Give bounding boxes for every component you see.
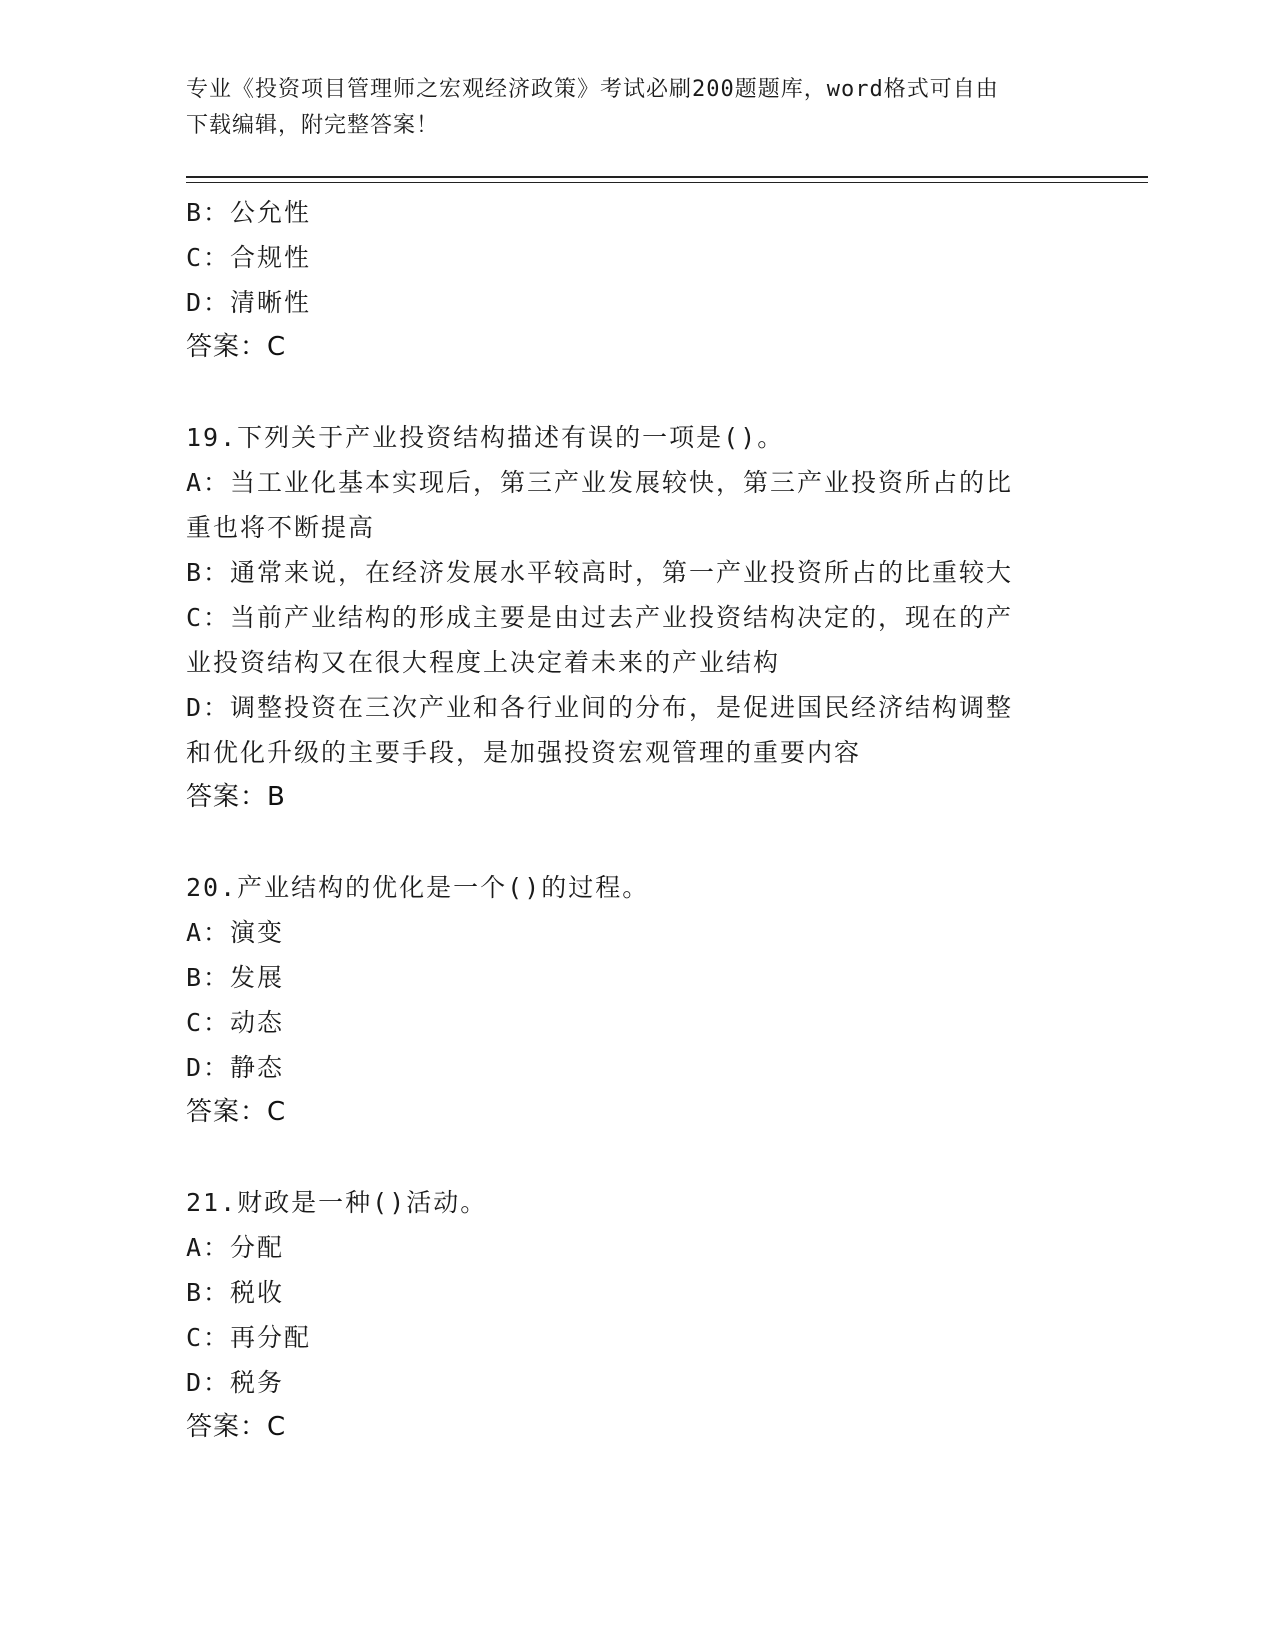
option-d: D：静态 [186, 1053, 285, 1082]
header-divider-thick [186, 176, 1148, 178]
option-b: B：发展 [186, 963, 285, 992]
option-d-line-1: D：调整投资在三次产业和各行业间的分布，是促进国民经济结构调整 [186, 693, 1014, 722]
question-20-block [186, 865, 1066, 1135]
option-b: B：公允性 [186, 198, 312, 227]
option-a: A：分配 [186, 1233, 285, 1262]
option-c: C：再分配 [186, 1323, 312, 1352]
option-a-line-1: A：当工业化基本实现后，第三产业发展较快，第三产业投资所占的比 [186, 468, 1014, 497]
question-19-block [186, 415, 1066, 820]
question-18-block [186, 190, 1066, 370]
option-c-line-2: 业投资结构又在很大程度上决定着未来的产业结构 [186, 648, 781, 677]
option-a: A：演变 [186, 918, 285, 947]
question-list [186, 190, 1066, 1450]
question-21-block [186, 1180, 1066, 1450]
answer-line: 答案：C [186, 1412, 287, 1442]
answer-line: 答案：C [186, 1097, 287, 1127]
header-line-2: 下载编辑，附完整答案！ [186, 113, 440, 138]
document-header [186, 72, 1066, 144]
option-a-line-2: 重也将不断提高 [186, 513, 376, 542]
option-d: D：税务 [186, 1368, 285, 1397]
spacer [186, 1135, 1066, 1180]
option-c-line-1: C：当前产业结构的形成主要是由过去产业投资结构决定的，现在的产 [186, 603, 1014, 632]
spacer [186, 820, 1066, 865]
header-divider-thin [186, 182, 1148, 183]
option-d: D：清晰性 [186, 288, 312, 317]
option-c: C：合规性 [186, 243, 312, 272]
question-text: 19.下列关于产业投资结构描述有误的一项是()。 [186, 423, 785, 452]
header-line-1: 专业《投资项目管理师之宏观经济政策》考试必刷200题题库，word格式可自由 [186, 77, 999, 102]
option-b: B：税收 [186, 1278, 285, 1307]
option-d-line-2: 和优化升级的主要手段，是加强投资宏观管理的重要内容 [186, 738, 862, 767]
option-c: C：动态 [186, 1008, 285, 1037]
question-text: 21.财政是一种()活动。 [186, 1188, 488, 1217]
question-text: 20.产业结构的优化是一个()的过程。 [186, 873, 650, 902]
option-b: B：通常来说，在经济发展水平较高时，第一产业投资所占的比重较大 [186, 558, 1014, 587]
answer-line: 答案：B [186, 782, 286, 812]
answer-line: 答案：C [186, 332, 287, 362]
spacer [186, 370, 1066, 415]
